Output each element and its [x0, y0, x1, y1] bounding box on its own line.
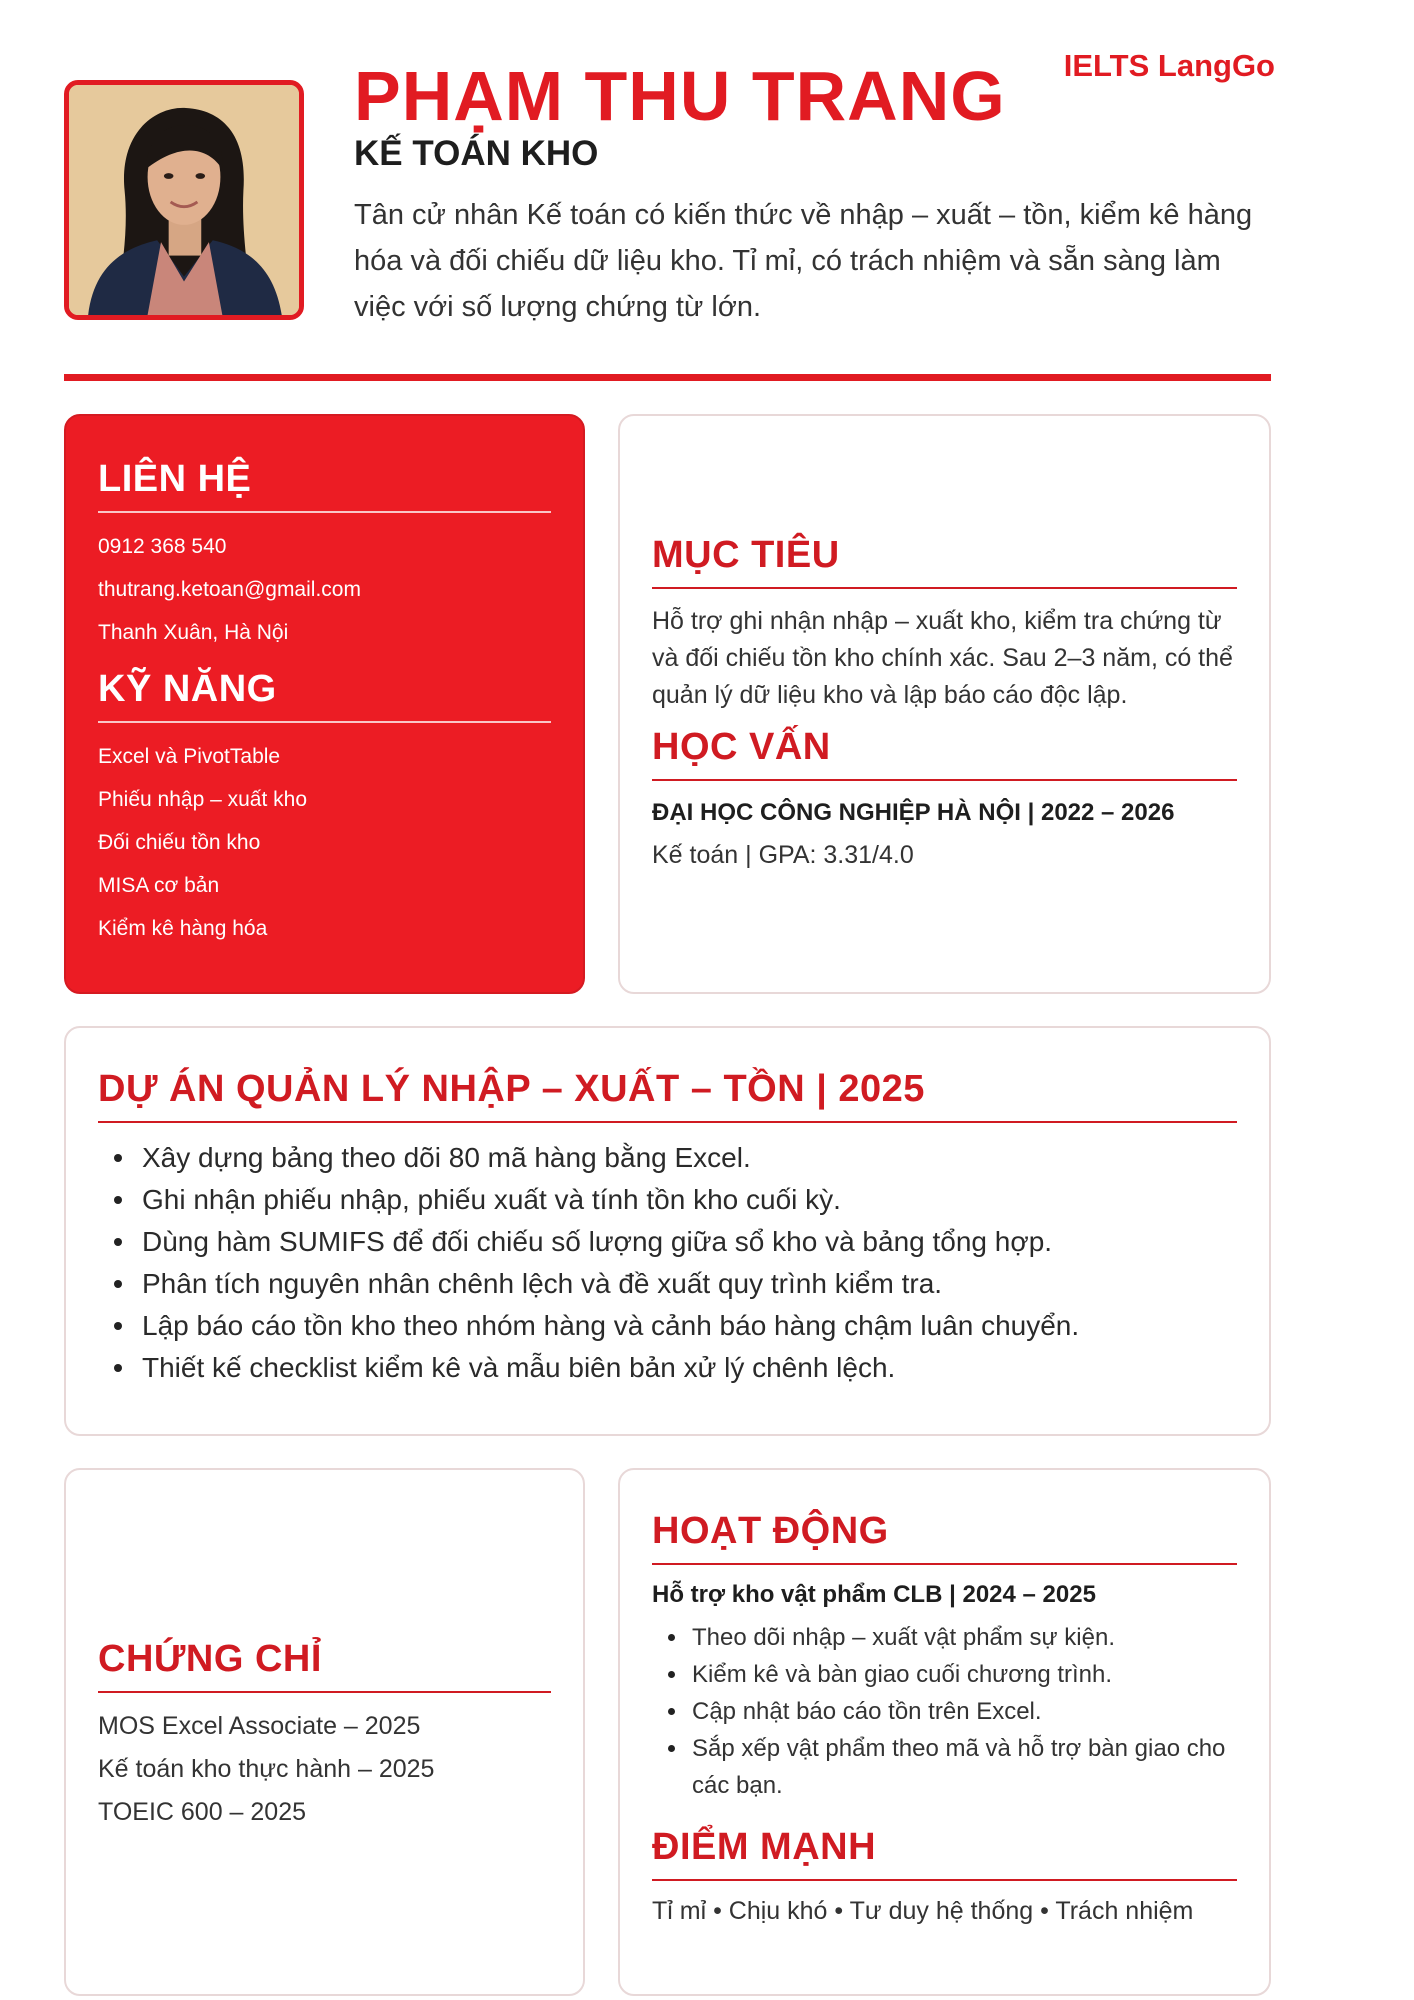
education-heading: HỌC VẤN [652, 726, 1237, 781]
certificate-item: Kế toán kho thực hành – 2025 [98, 1755, 435, 1783]
contact-heading: LIÊN HỆ [98, 458, 551, 513]
brand-logo-text: IELTS LangGo [1063, 48, 1275, 83]
contact-phone: 0912 368 540 [98, 535, 227, 558]
candidate-name: PHẠM THU TRANG [354, 57, 1006, 135]
skill-item: Phiếu nhập – xuất kho [98, 788, 307, 811]
project-heading: DỰ ÁN QUẢN LÝ NHẬP – XUẤT – TỒN | 2025 [98, 1068, 1237, 1123]
activity-item: Kiểm kê và bàn giao cuối chương trình. [652, 1656, 1237, 1693]
project-item: Xây dựng bảng theo dõi 80 mã hàng bằng Excel. [98, 1137, 1237, 1179]
certificates-card [64, 1468, 585, 1996]
skills-list [98, 735, 551, 950]
education-school: ĐẠI HỌC CÔNG NGHIỆP HÀ NỘI | 2022 – 2026 [652, 799, 1175, 826]
project-item: Thiết kế checklist kiểm kê và mẫu biên bản xử lý chênh lệch. [98, 1347, 1237, 1389]
profile-summary: Tân cử nhân Kế toán có kiến thức về nhập – xuất – tồn, kiểm kê hàng hóa và đối chiếu dữ liệu kho. Tỉ mỉ, có trách nhiệm và sẵn sàng làm việc với số lượng chứng từ lớn. [354, 199, 1253, 323]
project-card [64, 1026, 1271, 1436]
project-item: Phân tích nguyên nhân chênh lệch và đề xuất quy trình kiểm tra. [98, 1263, 1237, 1305]
contact-address: Thanh Xuân, Hà Nội [98, 621, 289, 644]
skill-item: Kiểm kê hàng hóa [98, 917, 268, 940]
activity-item: Sắp xếp vật phẩm theo mã và hỗ trợ bàn giao cho các bạn. [652, 1730, 1237, 1804]
header-divider [64, 374, 1271, 381]
education-detail: Kế toán | GPA: 3.31/4.0 [652, 841, 914, 869]
certificate-item: TOEIC 600 – 2025 [98, 1798, 307, 1826]
project-item: Lập báo cáo tồn kho theo nhóm hàng và cảnh báo hàng chậm luân chuyển. [98, 1305, 1237, 1347]
objective-heading: MỤC TIÊU [652, 534, 1237, 589]
contact-list [98, 525, 551, 654]
project-item: Dùng hàm SUMIFS để đối chiếu số lượng giữa sổ kho và bảng tổng hợp. [98, 1221, 1237, 1263]
project-list [98, 1137, 1237, 1389]
contact-email: thutrang.ketoan@gmail.com [98, 578, 361, 601]
activities-strengths-card [618, 1468, 1271, 1996]
skill-item: MISA cơ bản [98, 874, 220, 897]
activity-item: Cập nhật báo cáo tồn trên Excel. [652, 1693, 1237, 1730]
skill-item: Đối chiếu tồn kho [98, 831, 261, 854]
strengths-heading: ĐIỂM MẠNH [652, 1826, 1237, 1881]
skills-heading: KỸ NĂNG [98, 668, 551, 723]
skill-item: Excel và PivotTable [98, 745, 281, 768]
objective-text: Hỗ trợ ghi nhận nhập – xuất kho, kiểm tra chứng từ và đối chiếu tồn kho chính xác. Sau 2–3 năm, có thể quản lý dữ liệu kho và lập báo cáo độc lập. [652, 607, 1233, 709]
activities-list [652, 1619, 1237, 1804]
strengths-text: Tỉ mỉ • Chịu khó • Tư duy hệ thống • Trách nhiệm [652, 1897, 1194, 1925]
activities-heading: HOẠT ĐỘNG [652, 1510, 1237, 1565]
contact-skills-card [64, 414, 585, 994]
profile-photo [64, 80, 304, 320]
certificates-heading: CHỨNG CHỈ [98, 1638, 551, 1693]
certificate-item: MOS Excel Associate – 2025 [98, 1712, 421, 1740]
project-item: Ghi nhận phiếu nhập, phiếu xuất và tính tồn kho cuối kỳ. [98, 1179, 1237, 1221]
objective-education-card [618, 414, 1271, 994]
certificates-list [98, 1705, 551, 1834]
job-title: KẾ TOÁN KHO [354, 134, 599, 173]
activity-item: Theo dõi nhập – xuất vật phẩm sự kiện. [652, 1619, 1237, 1656]
activity-role: Hỗ trợ kho vật phẩm CLB | 2024 – 2025 [652, 1581, 1096, 1608]
